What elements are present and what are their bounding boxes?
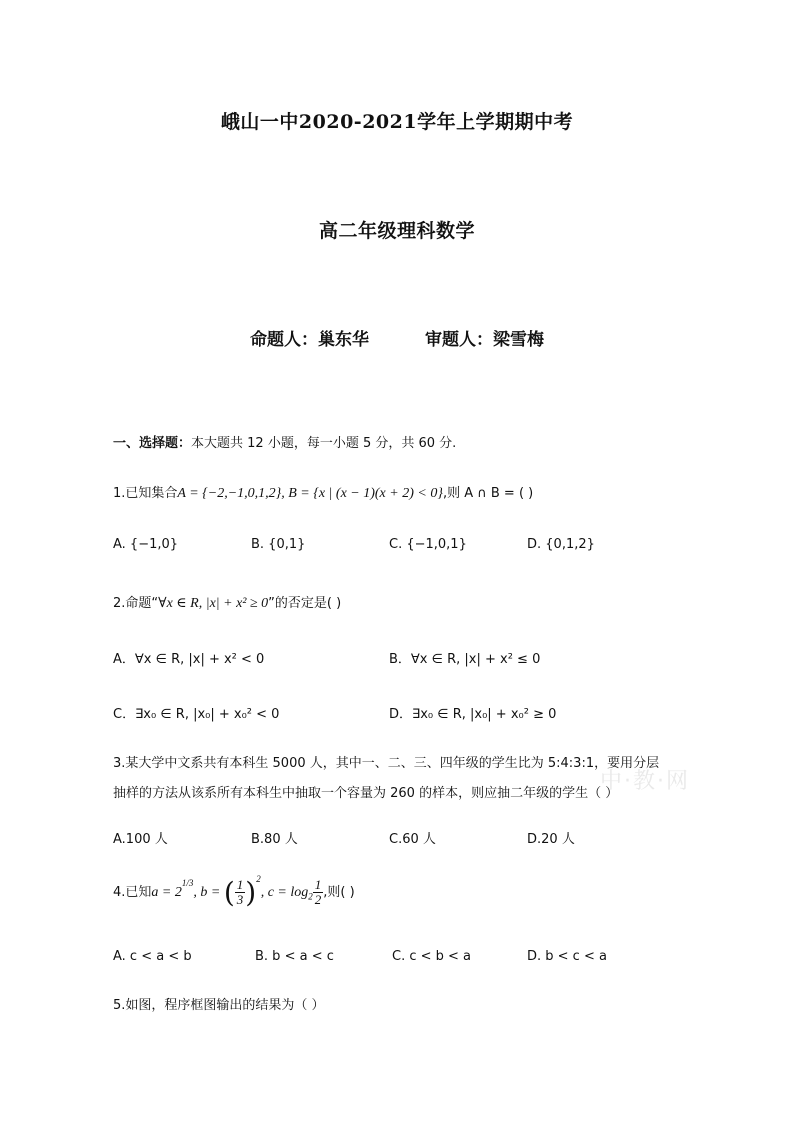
section-title: 一、选择题： <box>113 436 192 451</box>
q4-c-fraction <box>313 878 324 907</box>
q2-prefix: 2.命题“ <box>113 596 159 611</box>
exam-title: 峨山一中2020-2021学年上学期期中考 <box>220 111 574 133</box>
q4-b-exponent: 2 <box>256 874 261 884</box>
q1-option-a: A. {−1,0} <box>113 537 179 552</box>
question-4: 4.已知$a = 2^{1/3}$, b = ( $\frac{1}{3}$ )$^2$, $c = \log_2$ $\frac{1}{2}$ ,则( ) <box>113 874 355 909</box>
q4-prefix: 4.已知 <box>113 885 152 900</box>
authors-line <box>0 325 794 350</box>
q2-option-c: C．∃x₀ ∈ R, |x₀| + x₀² < 0 <box>113 707 280 722</box>
q1-prefix: 1.已知集合 <box>113 486 178 501</box>
q2-suffix: ”的否定是( ) <box>268 596 342 611</box>
exam-subtitle: 高二年级理科数学 <box>318 220 475 242</box>
q4-c-denominator: 2 <box>314 892 322 907</box>
q2-option-a: A．∀x ∈ R, |x| + x² < 0 <box>113 652 265 667</box>
q1-option-c: C. {−1,0,1} <box>389 537 467 552</box>
question-2 <box>113 592 341 612</box>
q4-b: , b = <box>193 885 224 900</box>
q4-c: , c = log <box>260 885 309 900</box>
question-1 <box>113 482 533 502</box>
q1-option-d: D. {0,1,2} <box>527 537 595 552</box>
q4-option-b: B. b < a < c <box>255 949 334 964</box>
q4-option-a: A. c < a < b <box>113 949 192 964</box>
q1-set-a: A = {−2,−1,0,1,2} <box>177 486 282 501</box>
q1-option-b: B. {0,1} <box>251 537 306 552</box>
q3-option-a: A.100 人 <box>113 832 168 847</box>
q3-option-c: C.60 人 <box>389 832 436 847</box>
q4-a-exponent: 1/3 <box>181 878 194 888</box>
question-3-line-2: 抽样的方法从该系所有本科生中抽取一个容量为 260 的样本，则应抽二年级的学生（ ） <box>113 786 619 801</box>
q4-b-denominator: 3 <box>236 892 244 907</box>
q1-suffix: ,则 A ∩ B = ( ) <box>442 486 534 501</box>
q4-c-base: 2 <box>308 891 313 902</box>
q4-option-d: D. b < c < a <box>527 949 607 964</box>
q4-a: a = 2 <box>151 885 182 900</box>
reviewer-label: 审题人：梁雪梅 <box>425 330 544 350</box>
author-label: 命题人：巢东华 <box>250 330 369 350</box>
q3-option-d: D.20 人 <box>527 832 575 847</box>
section-heading <box>113 432 456 451</box>
section-note: 本大题共 12 小题，每一小题 5 分，共 60 分. <box>191 436 457 451</box>
question-3-line-1: 3.某大学中文系共有本科生 5000 人，其中一、二、三、四年级的学生比为 5:4:3:1，要用分层 <box>113 756 660 771</box>
q2-formula: ∀x ∈ R, |x| + x² ≥ 0 <box>158 596 269 611</box>
q2-option-b: B．∀x ∈ R, |x| + x² ≤ 0 <box>389 652 541 667</box>
q1-set-b: , B = {x | (x − 1)(x + 2) < 0} <box>281 486 443 501</box>
q3-option-b: B.80 人 <box>251 832 298 847</box>
q4-suffix: ,则( ) <box>323 885 355 900</box>
question-5: 5.如图，程序框图输出的结果为（ ） <box>113 998 325 1013</box>
watermark: 中·教·网 <box>600 769 690 794</box>
q4-b-numerator: 1 <box>236 877 244 892</box>
q4-b-fraction <box>235 878 246 907</box>
q4-c-numerator: 1 <box>314 877 322 892</box>
q4-option-c: C. c < b < a <box>392 949 472 964</box>
q2-option-d: D．∃x₀ ∈ R, |x₀| + x₀² ≥ 0 <box>389 707 557 722</box>
